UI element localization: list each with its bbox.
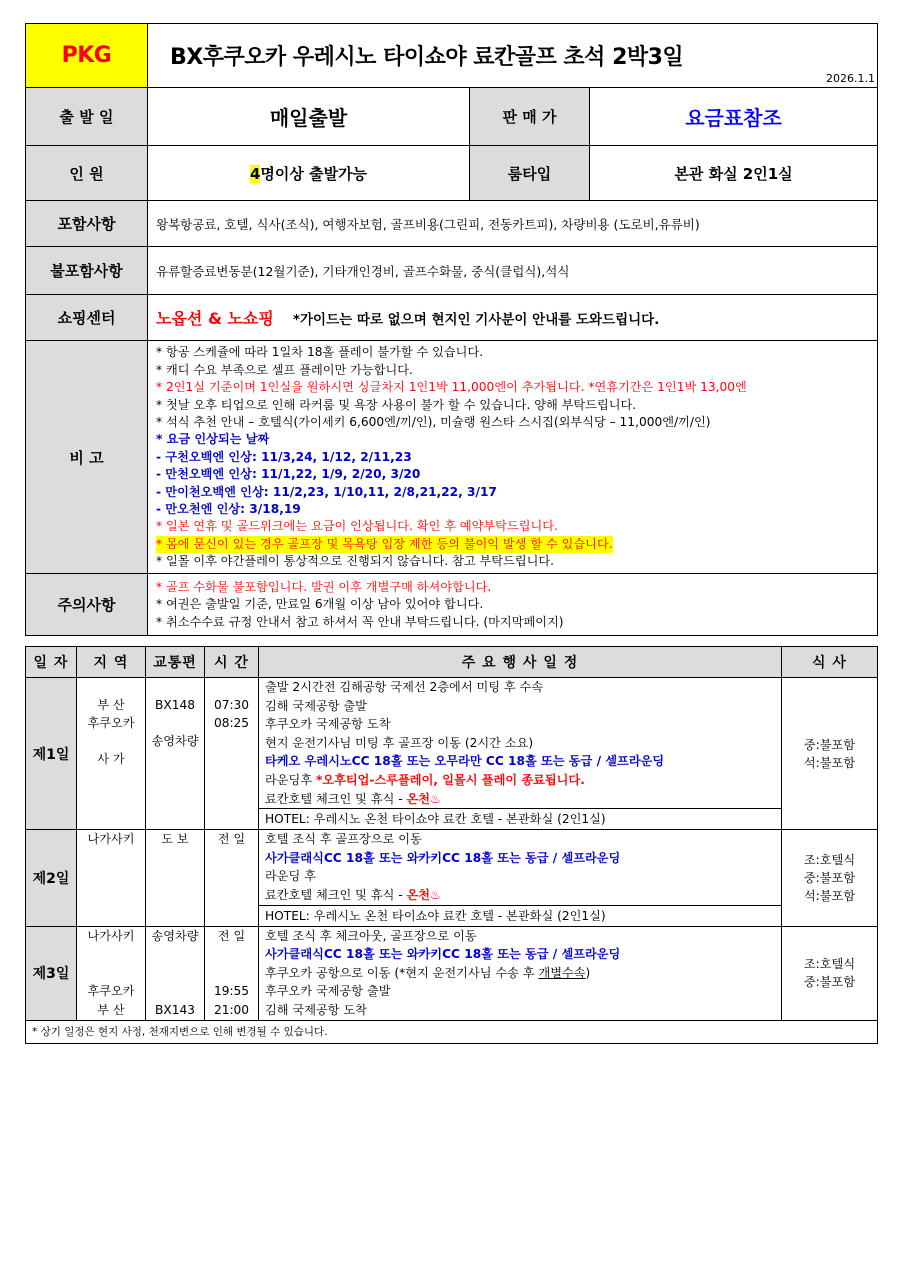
time-line: 08:25 [213,716,250,730]
schedule-line: 호텔 조식 후 골프장으로 이동 [265,832,422,847]
col-header-schedule: 주 요 행 사 일 정 [259,647,782,678]
transport-line-spacer [146,714,204,732]
day2-meals [782,830,878,926]
day1-region [77,678,146,830]
remark-item: * 항공 스케쥴에 따라 1일차 18홀 플레이 불가할 수 있습니다. [156,345,484,360]
price-value: 요금표참조 [590,88,878,146]
schedule-golf-line: 사가클래식CC 18홀 또는 와카키CC 18홀 또는 동급 / 셀프라운딩 [265,947,621,962]
schedule-line [265,771,781,790]
people-text: 명이상 출발가능 [260,164,368,183]
day1-meals [782,678,878,830]
remark-item: * 석식 추천 안내 – 호텔식(가이세키 6,600엔/끼/인), 미슐랭 원스타 스시집(외부식당 – 11,000엔/끼/인) [156,414,711,429]
time-line-spacer [205,964,258,983]
time-line: 19:55 [213,984,250,999]
region-line: 부 산 [97,1002,125,1017]
remark-item: * 일몰 이후 야간플레이 통상적으로 진행되지 않습니다. 참고 부탁드립니다. [156,554,555,569]
shopping-note: *가이드는 따로 없으며 현지인 기사분이 안내를 도와드립니다. [292,312,660,328]
day1-schedule [259,678,782,830]
day3-meals [782,926,878,1020]
time-line-spacer [205,945,258,964]
day3-transport [146,926,205,1020]
time-line: 전 일 [217,928,246,943]
schedule-text: 라운딩후 [265,772,316,787]
onsen-text: 온천♨ [406,887,441,902]
remark-item: - 만오천엔 인상: 3/18,19 [156,502,301,517]
remark-item: - 만이천오백엔 인상: 11/2,23, 1/10,11, 2/8,21,22, 3/17 [156,484,497,499]
schedule-line: 후쿠오카 국제공항 출발 [265,984,391,999]
schedule-line: 호텔 조식 후 체크아웃, 골프장으로 이동 [265,928,477,943]
remark-item: * 첫날 오후 티업으로 인해 라커룸 및 욕장 사용이 불가 할 수 있습니다. 양해 부탁드립니다. [156,397,637,412]
remark-item: - 구천오백엔 인상: 11/3,24, 1/12, 2/11,23 [156,449,412,464]
itinerary-header [26,647,878,678]
day2-hotel: HOTEL: 우레시노 온천 타이쇼야 료칸 호텔 - 본관화실 (2인1실) [259,905,781,926]
day1-hotel: HOTEL: 우레시노 온천 타이쇼야 료칸 호텔 - 본관화실 (2인1실) [259,808,781,829]
day1-row [26,678,878,830]
meal-line: 석:불포함 [803,888,856,903]
schedule-line: 후쿠오카 국제공항 도착 [265,717,391,732]
schedule-line: 라운딩 후 [265,869,316,884]
transport-line-spacer [146,964,204,983]
day2-region: 나가사키 [77,830,146,926]
region-line-spacer [77,964,145,983]
region-line: 부 산 [97,698,125,712]
title-cell [148,24,878,88]
schedule-warning: *오후티업-스루플레이, 일몰시 플레이 종료됩니다. [315,772,585,787]
remark-item: - 만천오백엔 인상: 11/1,22, 1/9, 2/20, 3/20 [156,467,421,482]
schedule-line: 김해 국제공항 도착 [265,1002,367,1017]
schedule-underlined: 개별수속 [538,965,586,980]
day1-label: 제1일 [26,678,77,830]
include-label: 포함사항 [26,201,148,247]
departure-label: 출 발 일 [26,88,148,146]
people-label: 인 원 [26,146,148,201]
room-label: 룸타입 [470,146,590,201]
time-line: 21:00 [213,1002,250,1017]
schedule-text: 료칸호텔 체크인 및 휴식 - [265,791,407,806]
departure-value: 매일출발 [148,88,470,146]
meal-line: 조:호텔식 [803,957,856,972]
schedule-text: 후쿠오카 공항으로 이동 (*현지 운전기사님 수송 후 [265,965,539,980]
day1-time [205,678,259,830]
exclude-label: 불포함사항 [26,247,148,295]
col-header-region: 지 역 [77,647,146,678]
meal-line: 조:호텔식 [803,852,856,867]
transport-line: BX148 [155,698,195,712]
remark-item: * 일본 연휴 및 골드위크에는 요금이 인상됩니다. 확인 후 예약부탁드립니다. [156,519,558,534]
col-header-time: 시 간 [205,647,259,678]
schedule-line [265,886,781,905]
day3-region [77,926,146,1020]
day2-row [26,830,878,926]
include-value: 왕복항공료, 호텔, 식사(조식), 여행자보험, 골프비용(그린피, 전동카트피), 차량비용 (도로비,유류비) [148,201,878,247]
caution-item: * 취소수수료 규정 안내서 참고 하셔서 꼭 안내 부탁드립니다. (마지막페이지) [156,614,564,629]
schedule-line [265,964,781,983]
day1-transport [146,678,205,830]
caution-label: 주의사항 [26,574,148,636]
schedule-golf-line: 사가클래식CC 18홀 또는 와카키CC 18홀 또는 동급 / 셀프라운딩 [265,850,621,865]
shopping-label: 쇼핑센터 [26,295,148,341]
issue-date: 2026.1.1 [826,72,876,85]
meal-line: 중:불포함 [803,737,856,752]
people-value [148,146,470,201]
people-count: 4 [249,164,261,183]
transport-line: 송영차량 [151,734,199,748]
schedule-golf-line: 타케오 우레시노CC 18홀 또는 오무라만 CC 18홀 또는 동급 / 셀프라운딩 [265,754,665,769]
schedule-text: ) [585,965,591,980]
shopping-cell [148,295,878,341]
region-line: 후쿠오카 [87,716,135,730]
meal-line: 중:불포함 [803,870,856,885]
summary-table [25,23,878,636]
transport-line-spacer [146,945,204,964]
col-header-meal: 식 사 [782,647,878,678]
schedule-line: 출발 2시간전 김해공항 국제선 2층에서 미팅 후 수속 [265,680,544,694]
day2-transport: 도 보 [146,830,205,926]
schedule-line: 현지 운전기사님 미팅 후 골프장 이동 (2시간 소요) [265,735,534,750]
region-line-spacer [77,732,145,750]
page-title: BX후쿠오카 우레시노 타이쇼야 료칸골프 초석 2박3일 [170,45,684,70]
day3-schedule [259,926,782,1020]
transport-line: 송영차량 [151,928,199,943]
day2-schedule [259,830,782,926]
meal-line: 석:불포함 [803,755,856,770]
pkg-badge: PKG [26,24,148,88]
schedule-text: 료칸호텔 체크인 및 휴식 - [265,887,407,902]
remark-item-highlight: * 몸에 문신이 있는 경우 골프장 및 목욕탕 입장 제한 등의 불이익 발생 할 수 있습니다. [156,536,613,553]
region-line-spacer [77,945,145,964]
exclude-value: 유류할증료변동분(12월기준), 기타개인경비, 골프수화물, 중식(클럽식),석식 [148,247,878,295]
region-line: 나가사키 [87,928,135,943]
time-line: 07:30 [213,698,250,712]
meal-line: 중:불포함 [803,975,856,990]
day3-row [26,926,878,1020]
transport-line: BX143 [155,1002,195,1017]
day3-label: 제3일 [26,926,77,1020]
schedule-line [265,790,781,809]
remarks-label: 비 고 [26,341,148,574]
room-value: 본관 화실 2인1실 [590,146,878,201]
remark-item: * 2인1실 기준이며 1인실을 원하시면 싱글차지 1인1박 11,000엔이 추가됩니다. *연휴기간은 1인1박 13,00엔 [156,380,747,395]
footnote: * 상기 일정은 현지 사정, 천재지변으로 인해 변경될 수 있습니다. [26,1020,878,1043]
onsen-text: 온천♨ [406,791,441,806]
remarks-list [148,341,878,574]
caution-list [148,574,878,636]
col-header-day: 일 자 [26,647,77,678]
transport-line-spacer [146,982,204,1001]
footnote-row [26,1020,878,1043]
itinerary-table [25,646,878,1044]
shopping-value: 노옵션 & 노쇼핑 [156,309,274,328]
day2-time: 전 일 [205,830,259,926]
remark-item: * 요금 인상되는 날짜 [156,432,270,447]
day3-time [205,926,259,1020]
col-header-transport: 교통편 [146,647,205,678]
day2-label: 제2일 [26,830,77,926]
caution-item: * 골프 수화물 불포함입니다. 발권 이후 개별구매 하셔야합니다. [156,579,492,594]
schedule-line: 김해 국제공항 출발 [265,698,367,713]
region-line: 사 가 [97,752,125,766]
region-line: 후쿠오카 [87,984,135,999]
remark-item: * 캐디 수요 부족으로 셀프 플레이만 가능합니다. [156,362,413,377]
caution-item: * 여권은 출발일 기준, 만료일 6개월 이상 남아 있어야 합니다. [156,597,484,612]
price-label: 판 매 가 [470,88,590,146]
